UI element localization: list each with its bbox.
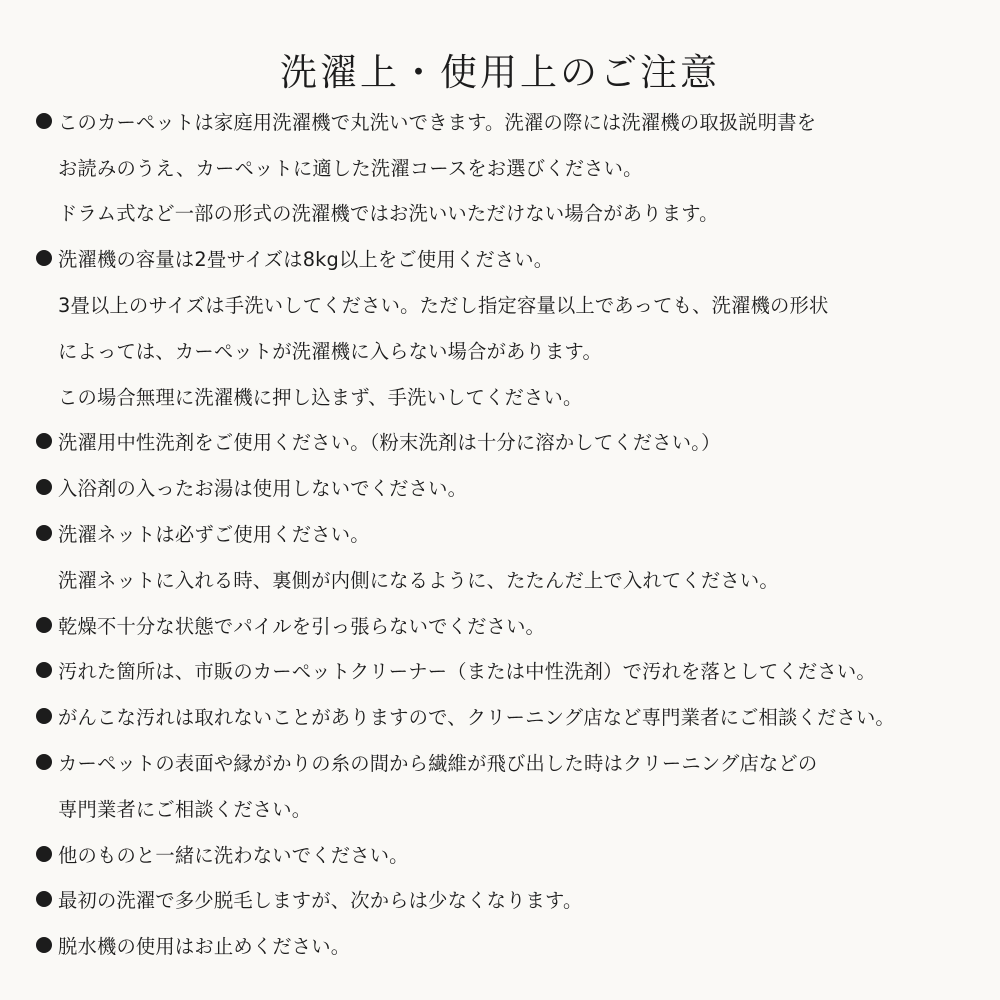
note-line [36, 922, 996, 968]
bullet-icon [36, 891, 52, 907]
note-item [36, 739, 996, 831]
bullet-icon [36, 479, 52, 495]
note-text: 最初の洗濯で多少脱毛しますが、次からは少なくなります。 [58, 889, 583, 913]
note-text: 洗濯ネットに入れる時、裏側が内側になるように、たたんだ上で入れてください。 [58, 568, 779, 592]
note-line [36, 877, 996, 923]
note-line [36, 144, 996, 190]
note-line [36, 419, 996, 465]
note-item [36, 877, 996, 923]
note-line [36, 510, 996, 556]
note-line [36, 602, 996, 648]
note-text: 入浴剤の入ったお湯は使用しないでください。 [58, 477, 468, 501]
note-text: 他のものと一緒に洗わないでください。 [58, 843, 409, 867]
note-text: 脱水機の使用はお止めください。 [58, 935, 351, 959]
note-line [36, 785, 996, 831]
notes-list [36, 98, 996, 968]
bullet-icon [36, 250, 52, 266]
note-line [36, 235, 996, 281]
note-text: カーペットの表面や縁がかりの糸の間から繊維が飛び出した時はクリーニング店などの [58, 752, 818, 776]
note-item [36, 602, 996, 648]
note-line [36, 648, 996, 694]
note-text: 汚れた箇所は、市販のカーペットクリーナー（または中性洗剤）で汚れを落としてください。 [58, 660, 876, 684]
note-text: お読みのうえ、カーペットに適した洗濯コースをお選びください。 [58, 156, 643, 180]
bullet-icon [36, 617, 52, 633]
note-text: ドラム式など一部の形式の洗濯機ではお洗いいただけない場合があります。 [58, 202, 719, 226]
note-line [36, 190, 996, 236]
note-text: 乾燥不十分な状態でパイルを引っ張らないでください。 [58, 614, 546, 638]
note-line [36, 98, 996, 144]
note-line [36, 831, 996, 877]
note-text: 洗濯用中性洗剤をご使用ください。（粉末洗剤は十分に溶かしてください。） [58, 431, 721, 455]
note-text: このカーペットは家庭用洗濯機で丸洗いできます。洗濯の際には洗濯機の取扱説明書を [58, 110, 817, 134]
note-line [36, 373, 996, 419]
note-text: 洗濯ネットは必ずご使用ください。 [58, 523, 370, 547]
bullet-icon [36, 754, 52, 770]
note-line [36, 739, 996, 785]
bullet-icon [36, 525, 52, 541]
note-item [36, 831, 996, 877]
note-text: 3畳以上のサイズは手洗いしてください。ただし指定容量以上であっても、洗濯機の形状 [58, 294, 829, 318]
note-text: この場合無理に洗濯機に押し込まず、手洗いしてください。 [58, 385, 583, 409]
note-item [36, 510, 996, 602]
note-line [36, 556, 996, 602]
page-title: 洗濯上・使用上のご注意 [280, 50, 720, 94]
note-item [36, 235, 996, 418]
note-item [36, 693, 996, 739]
bullet-icon [36, 113, 52, 129]
bullet-icon [36, 433, 52, 449]
bullet-icon [36, 662, 52, 678]
note-line [36, 327, 996, 373]
note-text: 洗濯機の容量は2畳サイズは8kg以上をご使用ください。 [58, 248, 554, 272]
bullet-icon [36, 846, 52, 862]
note-text: 専門業者にご相談ください。 [58, 797, 312, 821]
bullet-icon [36, 708, 52, 724]
note-line [36, 281, 996, 327]
note-line [36, 464, 996, 510]
note-item [36, 464, 996, 510]
note-item [36, 648, 996, 694]
note-item [36, 922, 996, 968]
note-item [36, 98, 996, 235]
note-text: によっては、カーペットが洗濯機に入らない場合があります。 [58, 339, 602, 363]
note-text: がんこな汚れは取れないことがありますので、クリーニング店など専門業者にご相談ください。 [58, 706, 895, 730]
note-line [36, 693, 996, 739]
note-item [36, 419, 996, 465]
bullet-icon [36, 937, 52, 953]
